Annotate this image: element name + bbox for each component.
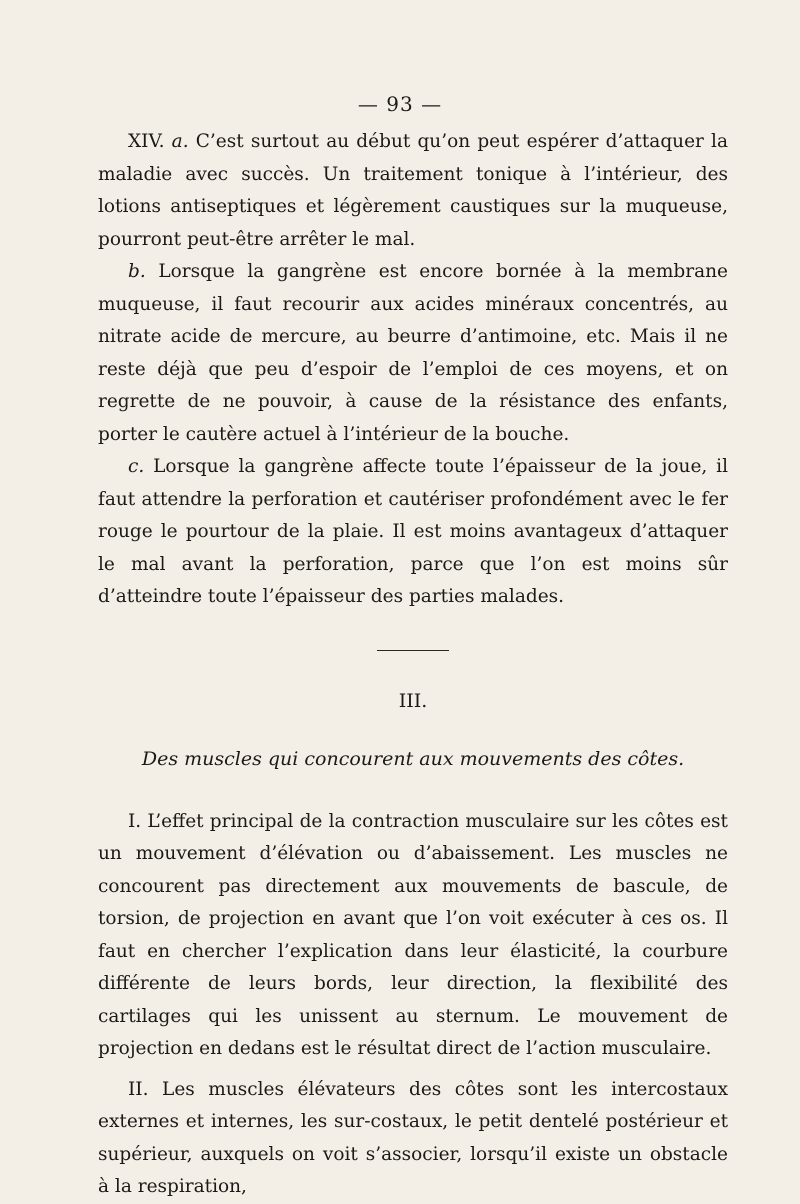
paragraph-text: Lorsque la gangrène affecte toute l’épaisseur de la joue, il faut attendre la perforation et cautériser profondément avec le fer rouge le pourtour de la plaie. Il est moins avantageux d’attaquer le mal avant la perforation, parce que l’on est moins sûr d’atteindre toute l’épaisseur des parties malades.: [98, 456, 728, 607]
paragraph-II: II. Les muscles élévateurs des côtes sont les intercostaux externes et internes, les sur-costaux, le petit dentelé postérieur et supérieur, auxquels on voit s’associer, lorsqu’il existe un obstacle à la respiration,: [98, 1078, 728, 1197]
item-label: a.: [171, 131, 189, 152]
paragraph-a: [98, 126, 728, 256]
section-number: III.: [398, 689, 428, 712]
paragraph-text: Lorsque la gangrène est encore bornée à la membrane muqueuse, il faut recourir aux acides minéraux concentrés, au nitrate acide de mercure, au beurre d’antimoine, etc. Mais il ne reste déjà que peu d’espoir de l’emploi de ces moyens, et on regrette de ne pouvoir, à cause de la résistance des enfants, porter le cautère actuel à l’intérieur de la bouche.: [98, 261, 728, 445]
paragraph-gap: [98, 1066, 728, 1074]
item-label: c.: [128, 456, 145, 477]
page-number: — 93 —: [357, 92, 443, 116]
paragraph-b: [98, 256, 728, 451]
section-title: Des muscles qui concourent aux mouvements des côtes.: [141, 748, 685, 770]
section-divider: [377, 650, 449, 651]
paragraph-text: C’est surtout au début qu’on peut espérer d’attaquer la maladie avec succès. Un traitement tonique à l’intérieur, des lotions antiseptiques et légèrement caustiques sur la muqueuse, pourront peut-être arrêter le mal.: [98, 131, 728, 250]
paragraph-c: [98, 451, 728, 614]
page-body: [98, 126, 728, 1204]
paragraph-I: I. L’effet principal de la contraction musculaire sur les côtes est un mouvement d’élévation ou d’abaissement. Les muscles ne concourent pas directement aux mouvements de bascule, de torsion, de projection en avant que l’on voit exécuter à ces os. Il faut en chercher l’explication dans leur élasticité, la courbure différente de leurs bords, leur direction, la flexibilité des cartilages qui les unissent au sternum. Le mouvement de projection en dedans est le résultat direct de l’action musculaire.: [98, 810, 728, 1059]
paragraph-lead: XIV.: [128, 131, 172, 152]
item-label: b.: [128, 261, 146, 282]
